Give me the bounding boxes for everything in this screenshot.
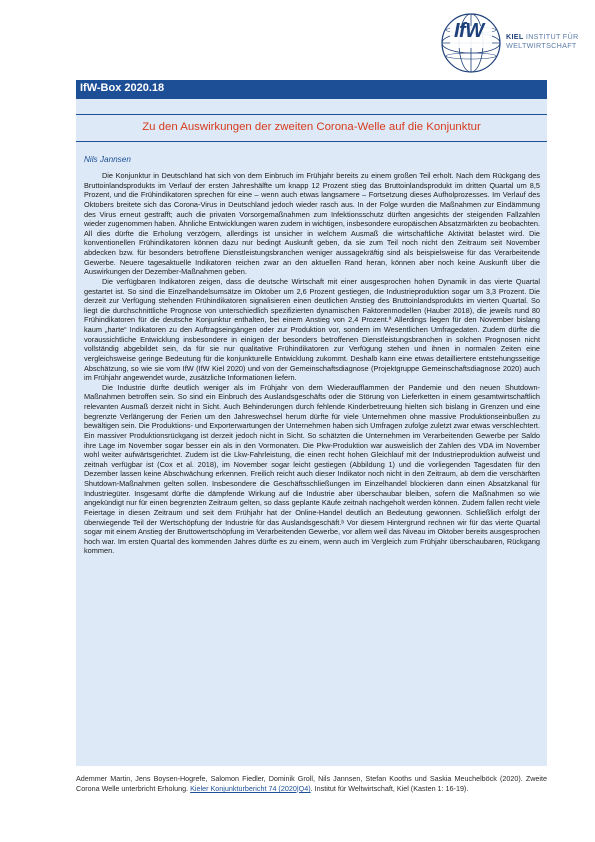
- box-id: IfW-Box 2020.18: [80, 82, 165, 94]
- paragraph-3: Die Industrie dürfte deutlich weniger als im Frühjahr von dem Wiederaufflammen der Pandemie und den neuen Shutdown-Maßnahmen betroffen sein. So sind ein Einbruch des Auslandsgeschäfts oder die Störung von Lieferketten in einem gesamtwirtschaftlich relevanten Ausmaß derzeit nicht in Sicht. Auch Behinderungen durch fehlende Kinderbetreuung hielten sich bislang in Grenzen und eine begrenzte Verlängerung der Ferien um den Jahreswechsel herum dürfte für viele Unternehmen ohne massive Produktionseinbußen zu bewältigen sein. Die Produktions- und Exporterwartungen der Unternehmen haben sich Umfragen zufolge zuletzt zwar etwas verschlechtert. Ein massiver Produktionsrückgang ist derzeit jedoch nicht in Sicht. So schätzten die Unternehmen im Verarbeitenden Gewerbe per Saldo ihre Lage im November sogar besser ein als in den Vormonaten. Die Pkw-Produktion war ausweislich der Zahlen des VDA im November wohl weiter aufwärtsgerichtet. Zudem ist die Lkw-Fahrleistung, die einen recht hohen Gleichlauf mit der Industrieproduktion aufweist und zeitnah verfügbar ist (Cox et al. 2018), im November sogar leicht gestiegen (Abbildung 1) und die vorliegenden Tagesdaten für den Dezember lassen keine Abschwächung erkennen. Freilich reicht auch dieser Indikator noch nicht in den Zeitraum, ab dem die verschärften Shutdown-Maßnahmen gelten sollen. Insbesondere die Geschäftsschließungen im Einzelhandel blockieren dann einen Absatzkanal für Industriegüter. Insgesamt dürfte die dämpfende Wirkung auf die Industrie aber überschaubar bleiben, sofern die Maßnahmen so wie angekündigt nur für einen begrenzten Zeitraum gelten, so dass geplante Käufe zeitnah nachgeholt werden können. Zudem fallen recht viele Feiertage in diesen Zeitraum und seit dem Frühjahr hat der Online-Handel deutlich an Bedeutung gewonnen. Schließlich erfolgt der überwiegende Teil der Wertschöpfung der Industrie für das Auslandsgeschäft.ᵇ Vor diesem Hintergrund rechnen wir für das vierte Quartal sogar mit einem Anstieg der Bruttowertschöpfung im Verarbeitenden Gewerbe, vor allem weil das Niveau im Oktober bereits ausgesprochen hoch war. Im ersten Quartal des kommenden Jahres dürfte es zu einem, wenn auch im Vergleich zum Frühjahr überschaubaren, Rückgang kommen.: [84, 382, 540, 556]
- logo-institute-line2: WELTWIRTSCHAFT: [506, 41, 577, 50]
- paragraph-1: Die Konjunktur in Deutschland hat sich von dem Einbruch im Frühjahr bereits zu einem großen Teil erholt. Nach dem Rückgang des Bruttoinlandsprodukts im Verlauf der ersten Jahreshälfte um knapp 12 Prozent stieg das Bruttoinlandsprodukt im dritten Quartal um 8,5 Prozent, und die Frühindikatoren sprechen für eine – wenn auch etwas langsamere – Fortsetzung dieses Aufholprozesses. Im Verlauf des Oktobers breitete sich das Corona-Virus in Deutschland jedoch wieder rasch aus. In der Folge wurden die Maßnahmen zur Eindämmung des Virus erneut gestrafft; auch die privaten Vorsorgemaßnahmen zum Infektionsschutz dürften angesichts der steigenden Fallzahlen wieder zugenommen haben. Ähnliche Entwicklungen waren zudem in wichtigen, insbesondere europäischen Absatzmärkten zu beobachten. All dies dürfte die Erholung verzögern, allerdings ist unsicher in welchem Ausmaß die wirtschaftliche Aktivität belastet wird. Die konventionellen Frühindikatoren können dazu nur bedingt Auskunft geben, da sie zum Teil noch nicht den Zeitraum seit November abdecken bzw. für besonders betroffene Dienstleistungsbranchen weniger aussagekräftig sind als beispielsweise für das Verarbeitende Gewerbe. Neuere tagesaktuelle Indikatoren reichen zwar an den aktuellen Rand heran, können aber noch keine Auskunft über die Auswirkungen der Dezember-Maßnahmen geben.: [84, 171, 541, 277]
- reference-text: Ademmer Martin, Jens Boysen-Hogrefe, Salomon Fiedler, Dominik Groll, Nils Jannsen, Stefan Kooths und Saskia Meuchelböck (2020). Zweite Corona Welle unterbricht Erholung.: [76, 774, 547, 793]
- ifw-logo: [440, 12, 590, 74]
- references: [76, 774, 547, 794]
- reference-text-end: . Institut für Weltwirtschaft, Kiel (Kasten 1: 16-19).: [310, 784, 469, 793]
- logo-institut: INSTITUT FÜR: [525, 32, 579, 41]
- ifw-box: [76, 80, 547, 766]
- box-title: Zu den Auswirkungen der zweiten Corona-Welle auf die Konjunktur: [142, 121, 481, 133]
- reference-link[interactable]: Kieler Konjunkturbericht 74 (2020|Q4): [190, 784, 311, 793]
- logo-institute-line1: [506, 32, 578, 41]
- box-title-bar: [76, 114, 547, 142]
- logo-mark: IfW: [454, 20, 484, 42]
- author: Nils Jannsen: [84, 155, 131, 164]
- box-header-bar: [76, 80, 547, 99]
- logo-kiel: KIEL: [506, 32, 524, 41]
- box-body: [84, 171, 540, 556]
- paragraph-2: Die verfügbaren Indikatoren zeigen, dass die deutsche Wirtschaft mit einer ausgesprochen hohen Dynamik in das vierte Quartal gestartet ist. So sind die Einzelhandelsumsätze im Oktober um 2,6 Prozent gestiegen, die Industrieproduktion sogar um 3,3 Prozent. Die derzeit zur Verfügung stehenden Frühindikatoren signalisieren einen deutlichen Anstieg des Bruttoinlandsprodukts im vierten Quartal. So liegt die durchschnittliche Prognose von unterschiedlich spezifizierten dynamischen Faktorenmodellen (Hauber 2018), die jeweils rund 80 Frühindikatoren für die deutsche Konjunktur enthalten, bei einem Anstieg von 2,4 Prozent.ª Allerdings liegen für den November bislang kaum „harte“ Indikatoren zu den Auftragseingängen oder zur Produktion vor, sondern im Wesentlichen Umfragedaten. Zudem dürfte die voraussichtliche Entwicklung insbesondere in einigen der besonders betroffenen Dienstleistungsbranchen in solchen Prognosen nicht vollständig abgebildet sein, da für sie nur qualitative Frühindikatoren zur Verfügung stehen und ihnen in normalen Zeiten eine vergleichsweise geringe Bedeutung für die konjunkturelle Entwicklung zukommt. Deshalb kann eine etwas detailliertere entstehungsseitige Abschätzung, so wie sie vom IfW (IfW Kiel 2020) und von der Gemeinschaftsdiagnose (Projektgruppe Gemeinschaftsdiagnose 2020) auch im Frühjahr angewendet wurde, zusätzliche Informationen liefern.: [84, 276, 540, 383]
